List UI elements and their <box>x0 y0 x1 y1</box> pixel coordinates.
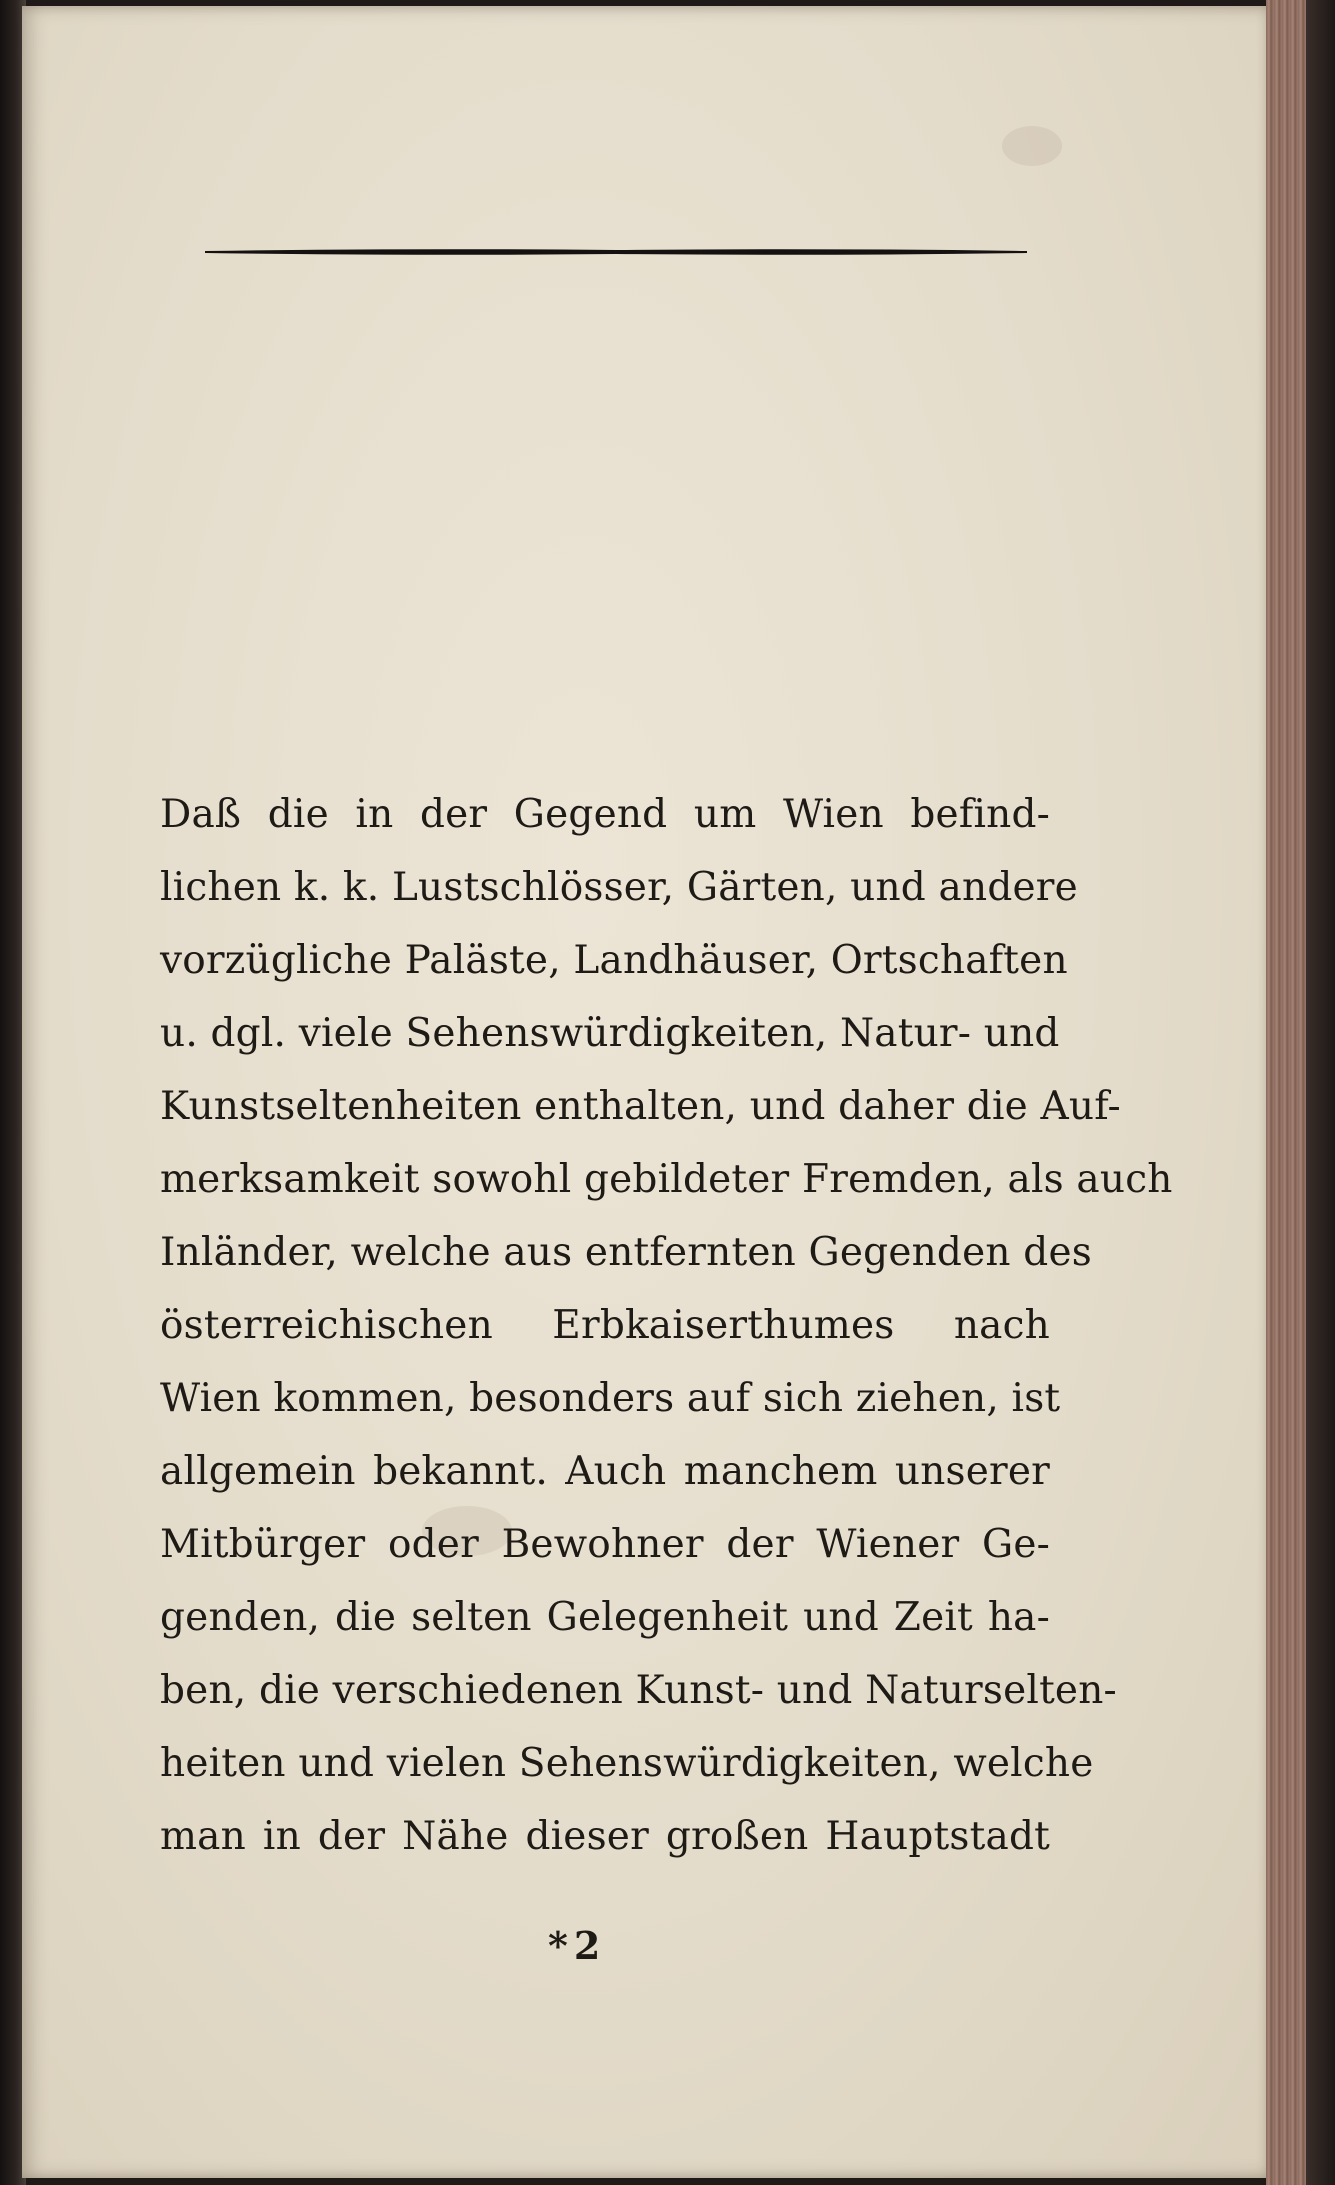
text-line: u. dgl. viele Sehenswürdigkeiten, Natur- und <box>160 1011 1060 1056</box>
header-rule-line <box>205 245 1027 257</box>
text-line: lichen k. k. Lustschlösser, Gärten, und andere <box>160 865 1078 910</box>
text-line: merksamkeit sowohl gebildeter Fremden, als auch <box>160 1157 1173 1202</box>
text-line: Kunstseltenheiten enthalten, und daher die Auf- <box>160 1084 1121 1129</box>
text-line: Daß die in der Gegend um Wien befind- <box>160 792 1050 837</box>
text-line: allgemein bekannt. Auch manchem unserer <box>160 1449 1050 1494</box>
signature-mark: *2 <box>548 1923 607 1968</box>
header-rule <box>205 245 1027 257</box>
page-edges <box>1266 0 1308 2185</box>
text-line: vorzügliche Paläste, Landhäuser, Ortschaften <box>160 938 1068 983</box>
text-line: genden, die selten Gelegenheit und Zeit ha- <box>160 1595 1050 1640</box>
paper-stain <box>1002 126 1062 166</box>
text-line: heiten und vielen Sehenswürdigkeiten, welche <box>160 1741 1094 1786</box>
text-line: ben, die verschiedenen Kunst- und Naturselten- <box>160 1668 1117 1713</box>
text-line: Wien kommen, besonders auf sich ziehen, ist <box>160 1376 1061 1421</box>
text-line: man in der Nähe dieser großen Hauptstadt <box>160 1814 1050 1859</box>
text-line: österreichischen Erbkaiserthumes nach <box>160 1303 1050 1348</box>
body-text <box>160 778 1173 1873</box>
text-line: Inländer, welche aus entfernten Gegenden des <box>160 1230 1092 1275</box>
text-line: Mitbürger oder Bewohner der Wiener Ge- <box>160 1522 1050 1567</box>
book-cover-edge <box>1306 0 1335 2185</box>
